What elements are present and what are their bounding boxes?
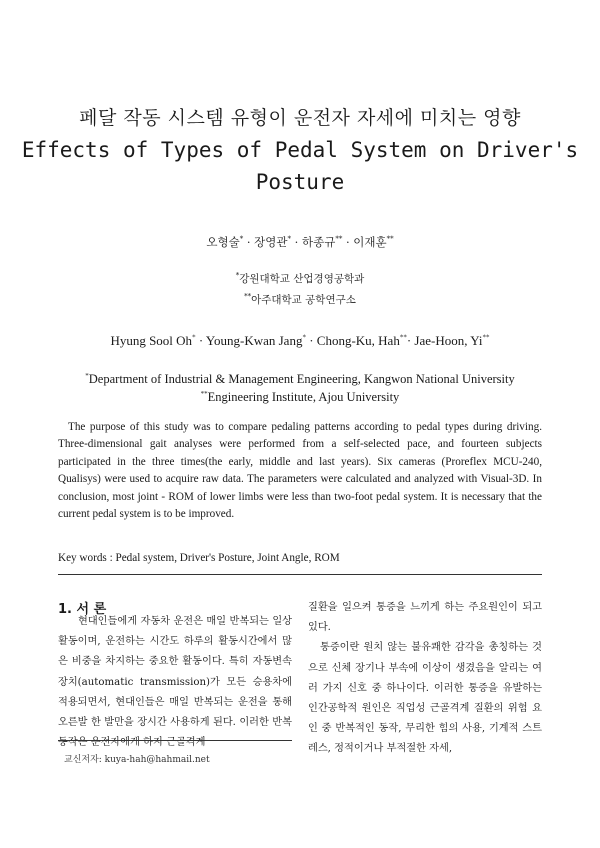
footnote-divider	[58, 740, 292, 741]
affiliation-english-2: **Engineering Institute, Ajou University	[200, 389, 400, 404]
body-column-right	[308, 598, 542, 760]
section-heading: 1. 서 론	[58, 602, 107, 617]
body-paragraph: 통증이란 원치 않는 불유쾌한 감각을 총칭하는 것으로 신체 장기나 부속에 이상이 생겼음을 알리는 여러 가지 신호 중 하나이다. 이러한 통증을 유발하는 인간공학적 원인은 직업성 근골격계 질환의 위험 요인 중 반복적인 동작, 무리한 힘의 사용, 기계적 스트레스, 정적이거나 부적절한 자세,	[308, 642, 542, 755]
authors-english: Hyung Sool Oh* · Young-Kwan Jang* · Chong-Ku, Hah**· Jae-Hoon, Yi**	[110, 333, 490, 348]
footnote-corresponding-author: 교신저자: kuya-hah@hahmail.net	[64, 755, 210, 765]
authors-korean: 오형술* · 장영관* · 하종규** · 이재훈**	[206, 235, 394, 249]
body-column-left: 현대인들에게 자동차 운전은 매일 반복되는 일상 활동이며, 운전하는 시간도 하루의 활동시간에서 많은 비중을 차지하는 중요한 활동이다. 특히 자동변속장치(automatic transmission)가 모든 승용차에 적용되면서, 현대인들은 매일 반복되는 운전을 통해 오른발 한 발만을 장시간 사용하게 된다. 이러한 반복 동작은 운전자에게 하지 근골격계	[58, 616, 292, 749]
affiliation-korean-1: *강원대학교 산업경영공학과	[235, 271, 365, 285]
affiliation-english-1: *Department of Industrial & Management Engineering, Kangwon National University	[85, 371, 515, 386]
keywords: Key words : Pedal system, Driver's Posture, Joint Angle, ROM	[58, 552, 340, 564]
section-divider	[58, 574, 542, 575]
title-english-line2: Posture	[255, 170, 345, 194]
title-english-line1: Effects of Types of Pedal System on Driver's	[21, 138, 579, 162]
body-paragraph: 질환을 일으켜 통증을 느끼게 하는 주요원인이 되고 있다.	[308, 602, 542, 634]
title-korean: 페달 작동 시스템 유형이 운전자 자세에 미치는 영향	[79, 107, 521, 129]
abstract: The purpose of this study was to compare pedaling patterns according to pedal types during driving. Three-dimensional gait analyses were performed from a self-selected pace, and fourteen subjects participated in the three times(the early, middle and last years). Six cameras (Proreflex MCU-240, Qualisys) were used to acquire raw data. The parameters were calculated and analyzed with Visual-3D. In conclusion, most joint - ROM of lower limbs were less than two-foot pedal system. It is necessary that the current pedal system is to be improved.	[58, 421, 542, 521]
affiliation-korean-2: **아주대학교 공학연구소	[244, 292, 356, 306]
